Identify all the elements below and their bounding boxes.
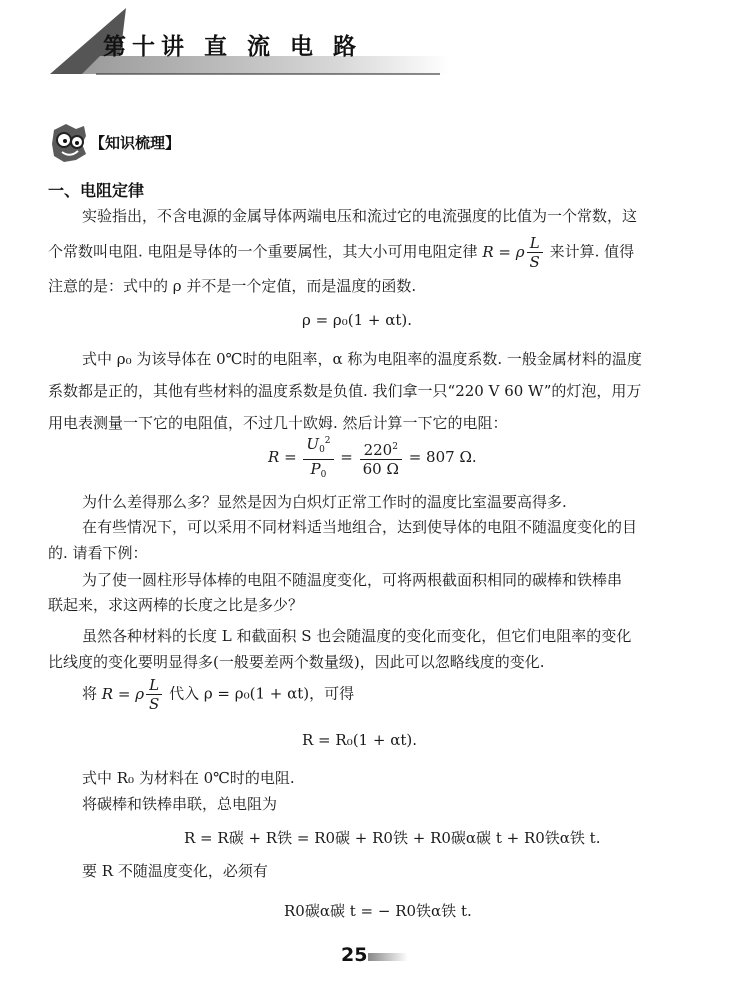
paragraph-line: 要 R 不随温度变化，必须有 — [82, 862, 268, 880]
chapter-title: 第十讲 直 流 电 路 — [103, 34, 363, 60]
knowledge-tag: 【知识梳理】 — [90, 134, 181, 152]
paragraph-line: 实验指出，不含电源的金属导体两端电压和流过它的电流强度的比值为一个常数，这 — [82, 207, 638, 225]
equation-series-resistance: R = R碳 + R铁 = R0碳 + R0铁 + R0碳α碳 t + R0铁α铁 t. — [184, 829, 601, 847]
paragraph-line: 比线度的变化要明显得多(一般要差两个数量级)，因此可以忽略线度的变化. — [48, 653, 545, 671]
paragraph-text: 来计算. 值得 — [544, 242, 635, 261]
paragraph-line — [48, 234, 634, 271]
paragraph-line: 将碳棒和铁棒串联，总电阻为 — [82, 795, 278, 813]
equation-resistivity: ρ = ρ₀(1 + αt). — [302, 311, 413, 329]
paragraph-line: 为什么差得那么多？显然是因为白炽灯正常工作时的温度比室温要高得多. — [82, 493, 567, 511]
equation-bulb-resistance: R = $\frac{U_0^2}{P_0}$ = $\frac{220^2}{60 \Omega}$ = 807 Ω. — [268, 432, 477, 484]
equation-result: = 807 Ω. — [408, 448, 477, 466]
page-number-shade — [368, 950, 408, 964]
paragraph-text: 个常数叫电阻. 电阻是导体的一个重要属性，其大小可用电阻定律 — [48, 242, 483, 261]
mascot-icon — [46, 120, 92, 166]
paragraph-line: 式中 ρ₀ 为该导体在 0℃时的电阻率，α 称为电阻率的温度系数. 一般金属材料的温度 — [82, 350, 642, 368]
paragraph-line: 用电表测量一下它的电阻值，不过几十欧姆. 然后计算一下它的电阻： — [48, 414, 508, 432]
paragraph-line: 式中 R₀ 为材料在 0℃时的电阻. — [82, 769, 295, 787]
section-heading: 一、电阻定律 — [48, 181, 145, 200]
page-number: 25 — [341, 944, 368, 966]
equation-resistance-temp: R = R₀(1 + αt). — [302, 731, 417, 749]
resistance-law-formula: R = ρ $\frac{L}{S}$ — [102, 685, 165, 703]
paragraph-line: 为了使一圆柱形导体棒的电阻不随温度变化，可将两根截面积相同的碳棒和铁棒串 — [82, 571, 623, 589]
paragraph-line: 注意的是：式中的 ρ 并不是一个定值，而是温度的函数. — [48, 277, 417, 295]
paragraph-text: 将 — [82, 684, 102, 703]
equation-condition: R0碳α碳 t = − R0铁α铁 t. — [284, 902, 472, 920]
paragraph-line: 系数都是正的，其他有些材料的温度系数是负值. 我们拿一只“220 V 60 W”的灯泡，用万 — [48, 382, 642, 400]
paragraph-line: 的. 请看下例： — [48, 544, 148, 562]
paragraph-line: 虽然各种材料的长度 L 和截面积 S 也会随温度的变化而变化，但它们电阻率的变化 — [82, 627, 632, 645]
paragraph-text: 代入 ρ = ρ₀(1 + αt)，可得 — [164, 684, 355, 703]
paragraph-line: 联起来，求这两棒的长度之比是多少？ — [48, 596, 304, 614]
resistance-law-formula: R = ρ $\frac{L}{S}$ — [482, 243, 545, 261]
paragraph-line: 在有些情况下，可以采用不同材料适当地组合，达到使导体的电阻不随温度变化的目 — [82, 518, 638, 536]
paragraph-line — [82, 676, 354, 713]
